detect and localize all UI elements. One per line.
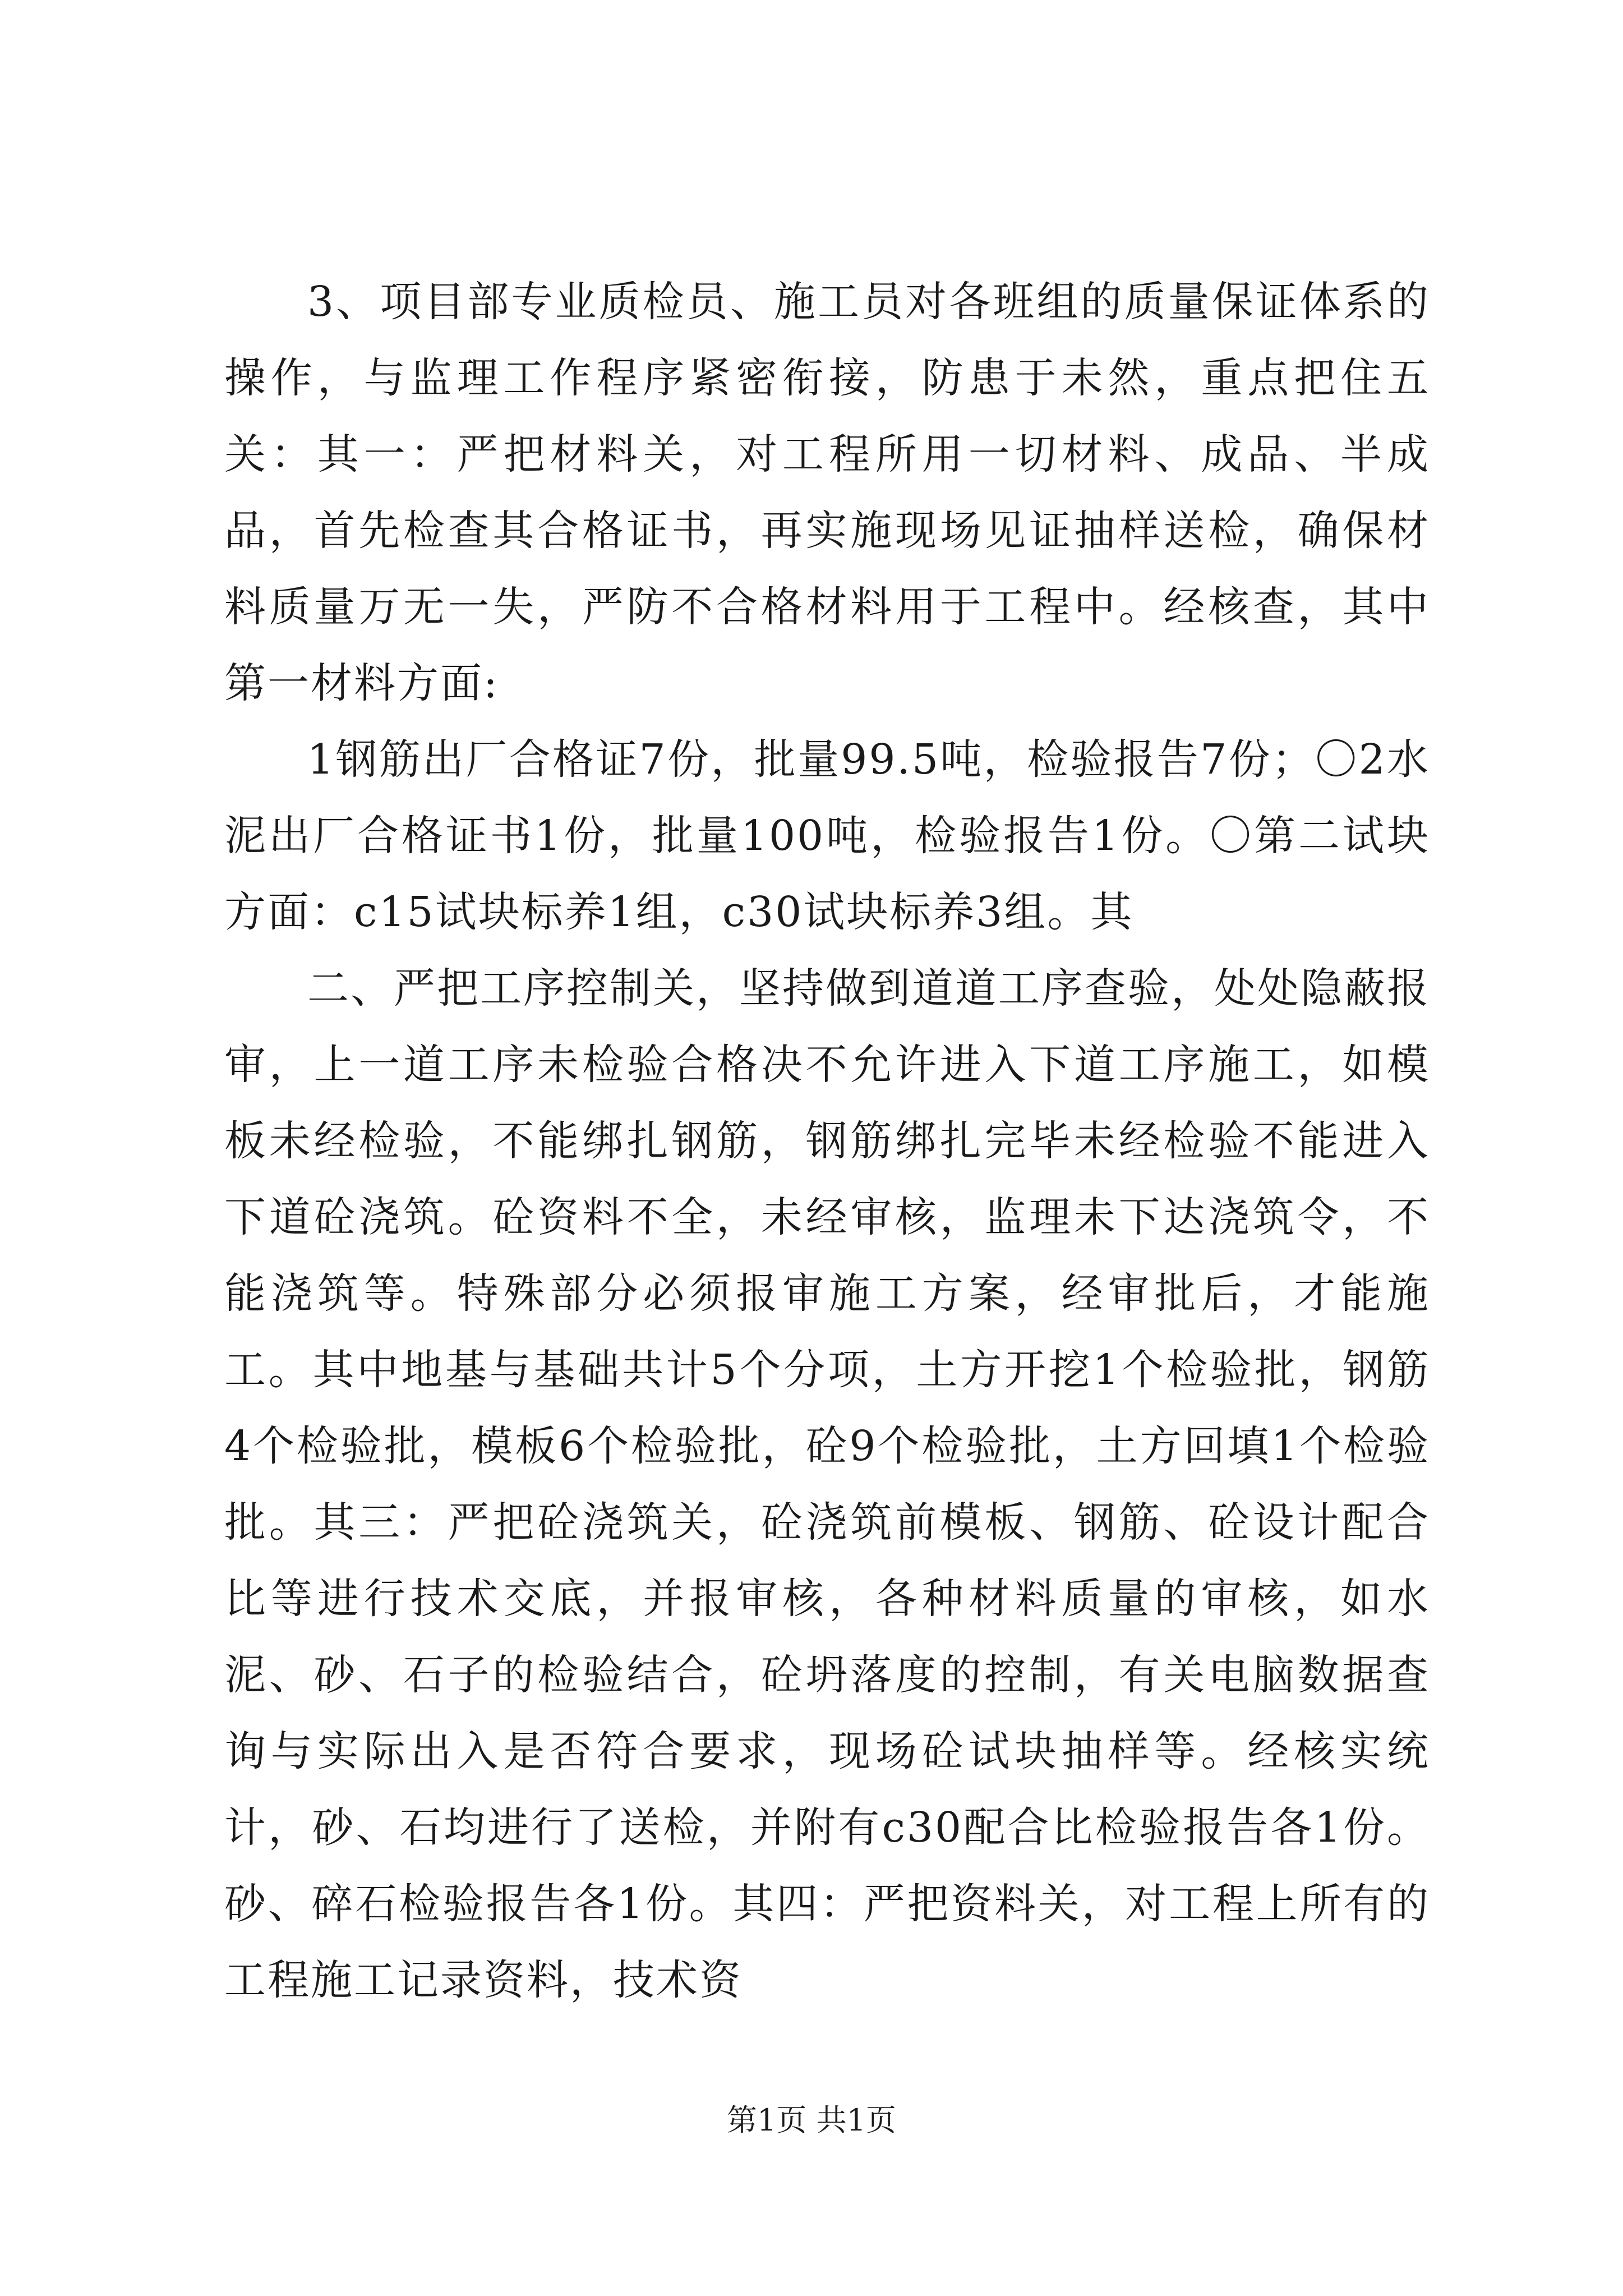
document-body [224, 264, 1430, 2018]
paragraph-material-certificates: 1钢筋出厂合格证7份，批量99.5吨，检验报告7份；〇2水泥出厂合格证书1份，批量100吨，检验报告1份。〇第二试块方面：c15试块标养1组，c30试块标养3组。其 [224, 735, 1430, 936]
paragraph-quality-inspection: 3、项目部专业质检员、施工员对各班组的质量保证体系的操作，与监理工作程序紧密衔接，防患于未然，重点把住五关：其一：严把材料关，对工程所用一切材料、成品、半成品，首先检查其合格证书，再实施现场见证抽样送检，确保材料质量万无一失，严防不合格材料用于工程中。经核查，其中第一材料方面: [224, 278, 1430, 707]
page-footer: 第1页 共1页 [727, 2102, 896, 2138]
paragraph-process-control: 二、严把工序控制关，坚持做到道道工序查验，处处隐蔽报审，上一道工序未检验合格决不允许进入下道工序施工，如模板未经检验，不能绑扎钢筋，钢筋绑扎完毕未经检验不能进入下道砼浇筑。砼资料不全，未经审核，监理未下达浇筑令，不能浇筑等。特殊部分必须报审施工方案，经审批后，才能施工。其中地基与基础共计5个分项，土方开挖1个检验批，钢筋4个检验批，模板6个检验批，砼9个检验批，土方回填1个检验批。其三：严把砼浇筑关，砼浇筑前模板、钢筋、砼设计配合比等进行技术交底，并报审核，各种材料质量的审核，如水泥、砂、石子的检验结合，砼坍落度的控制，有关电脑数据查询与实际出入是否符合要求，现场砼试块抽样等。经核实统计，砂、石均进行了送检，并附有c30配合比检验报告各1份。砂、碎石检验报告各1份。其四：严把资料关，对工程上所有的工程施工记录资料，技术资 [224, 964, 1430, 2004]
